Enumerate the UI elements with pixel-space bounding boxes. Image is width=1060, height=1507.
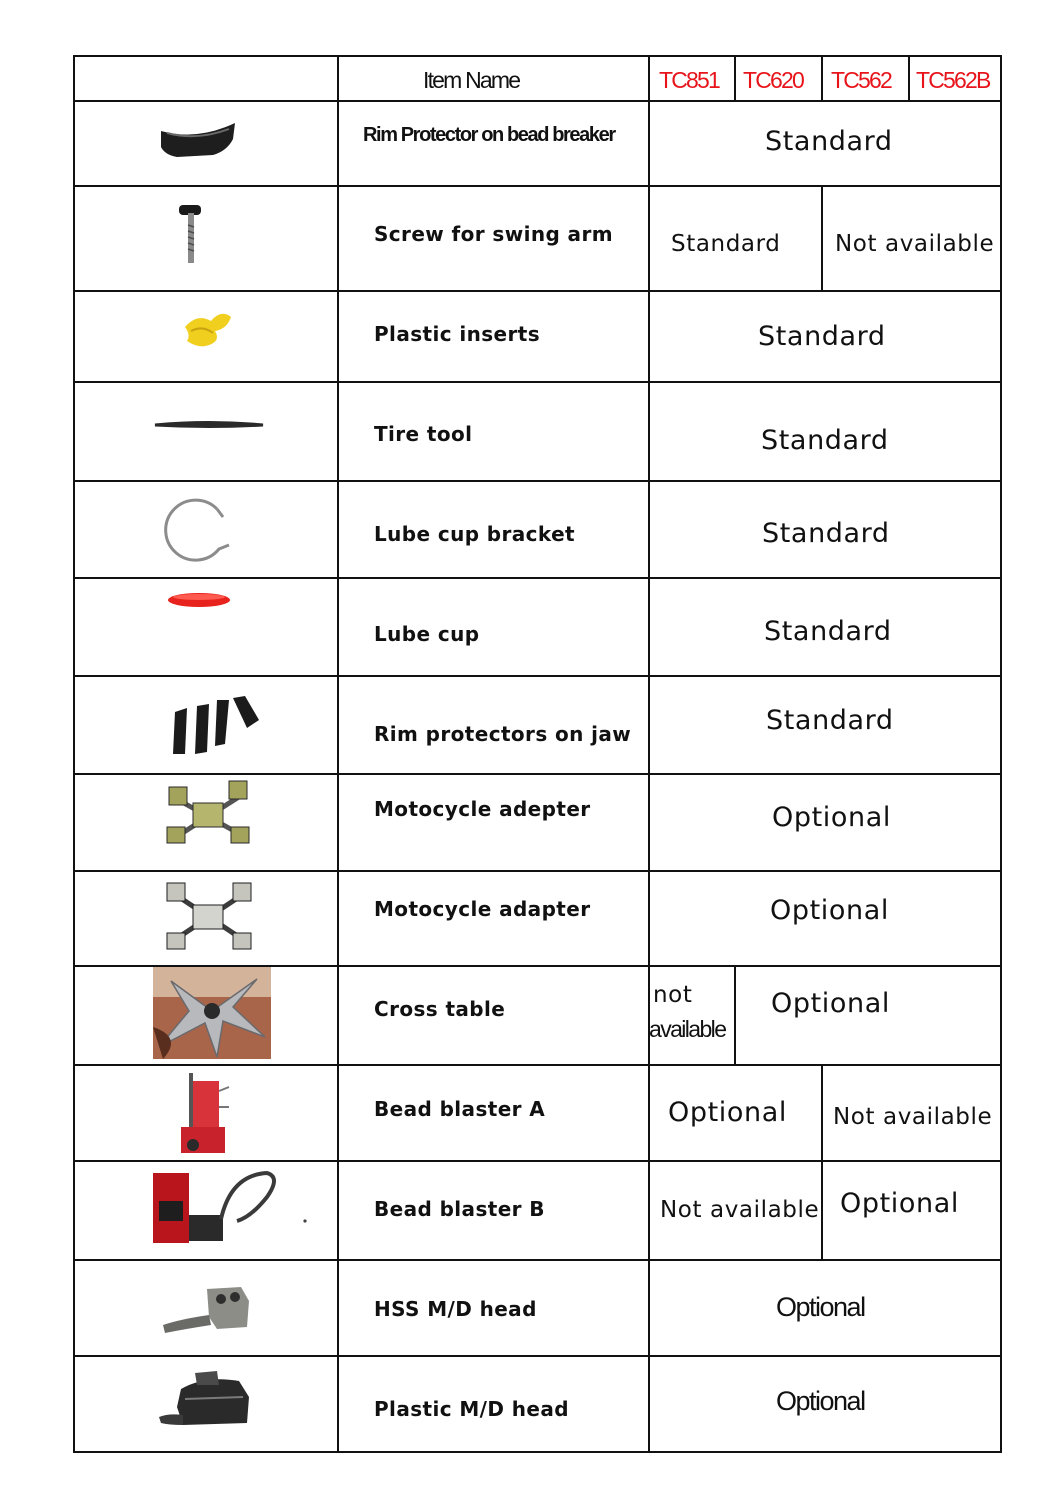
item-name: Rim Protector on bead breaker [363,124,615,146]
grid-line [337,55,339,1453]
grid-line [73,675,1002,677]
availability-cell: Optional [840,1188,959,1219]
accessory-comparison-table [73,55,1002,1453]
jaw-protectors-icon [167,692,263,756]
availability-cell: Standard [766,705,894,736]
grid-line [734,965,736,1066]
bead-blaster-a-icon [175,1067,231,1159]
item-name: Screw for swing arm [374,222,613,246]
grid-line [73,773,1002,775]
hss-head-icon [157,1281,261,1341]
moto-adapter-icon [163,879,255,955]
item-name: Plastic M/D head [374,1397,569,1421]
model-header-tc562b: TC562B [916,67,990,93]
item-name: Tire tool [374,422,473,446]
moto-adapter-icon [163,777,255,853]
model-header-tc620: TC620 [743,67,804,93]
item-name: Bead blaster B [374,1197,545,1221]
tire-tool-icon [153,415,265,435]
grid-line [73,480,1002,482]
rim-protector-icon [157,119,241,163]
availability-cell: Optional [772,802,891,833]
grid-line [1000,55,1002,1453]
item-name: Lube cup bracket [374,522,576,546]
item-name: Lube cup [374,622,480,646]
availability-cell: Not available [833,1104,993,1130]
screw-icon [173,201,223,267]
grid-line [821,185,823,292]
item-name: Cross table [374,997,506,1021]
plastic-head-icon [155,1367,265,1435]
availability-cell: Not available [835,231,995,257]
item-name: Plastic inserts [374,322,541,346]
lube-cup-bracket-icon [161,495,235,569]
availability-cell: Standard [671,231,781,257]
grid-line [821,55,823,102]
cross-table-icon [153,967,271,1059]
grid-line [73,1355,1002,1357]
grid-line [73,1160,1002,1162]
availability-cell: Standard [758,321,886,352]
availability-cell: not [653,982,693,1008]
availability-cell: Optional [770,895,889,926]
item-name: Motocycle adapter [374,897,591,921]
item-name: HSS M/D head [374,1297,537,1321]
availability-cell: available [649,1016,726,1042]
grid-line [73,55,75,1453]
availability-cell: Standard [762,518,890,549]
grid-line [73,381,1002,383]
item-name-header: Item Name [423,67,520,93]
model-header-tc562: TC562 [831,67,892,93]
availability-cell: Not available [660,1197,820,1223]
grid-line [648,55,650,1453]
model-header-tc851: TC851 [659,67,720,93]
availability-cell: Standard [765,126,893,157]
grid-line [73,1259,1002,1261]
grid-line [821,1064,823,1261]
lube-cup-icon [166,589,232,611]
availability-cell: Standard [761,425,889,456]
item-name: Bead blaster A [374,1097,546,1121]
availability-cell: Optional [776,1292,865,1322]
grid-line [73,1064,1002,1066]
grid-line [73,185,1002,187]
item-name: Rim protectors on jaw [374,722,632,746]
availability-cell: Optional [776,1386,865,1416]
grid-line [734,55,736,102]
item-name: Motocycle adepter [374,797,591,821]
grid-line [73,870,1002,872]
availability-cell: Optional [668,1097,787,1128]
plastic-inserts-icon [181,305,235,351]
grid-line [73,100,1002,102]
grid-line [73,55,1002,57]
grid-line [908,55,910,102]
grid-line [73,290,1002,292]
grid-line [73,1451,1002,1453]
grid-line [73,577,1002,579]
bead-blaster-b-icon [151,1167,311,1259]
availability-cell: Standard [764,616,892,647]
availability-cell: Optional [771,988,890,1019]
